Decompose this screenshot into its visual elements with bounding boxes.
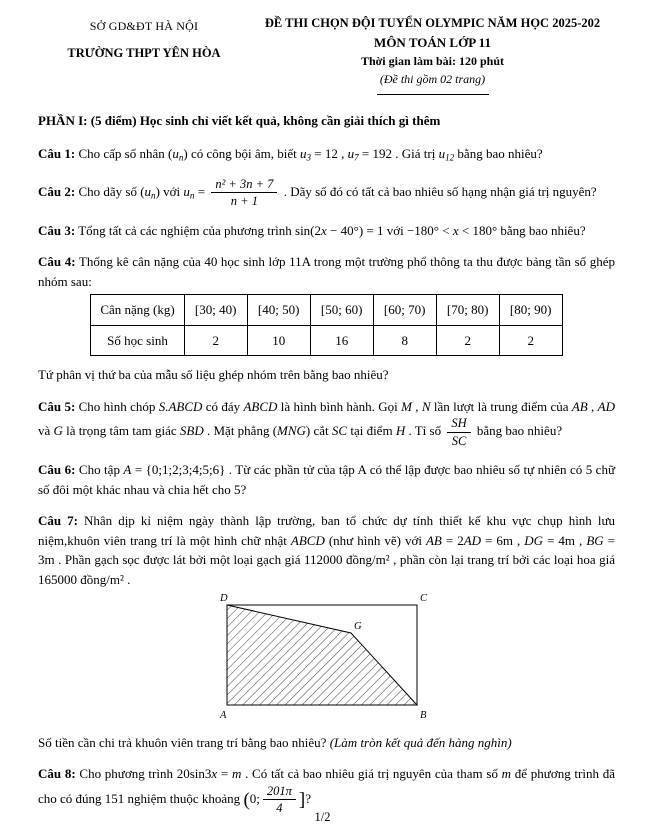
text-segment xyxy=(280,184,596,199)
department-name: SỞ GD&ĐT HÀ NỘI xyxy=(89,19,199,33)
fraction-denominator: n + 1 xyxy=(230,194,258,209)
table-cell: [30; 40) xyxy=(184,295,247,326)
text-run: Số tiền cần chi trả khuôn viên trang trí bằng bao nhiêu? xyxy=(38,734,330,750)
text-run: Cho tập xyxy=(75,462,124,478)
table-row xyxy=(91,325,562,356)
text-run: Câu 1: xyxy=(38,145,76,161)
label-G: G xyxy=(353,621,362,633)
page-number: 1/2 xyxy=(314,810,331,825)
label-A: A xyxy=(219,710,226,722)
question-7-followup xyxy=(38,733,615,753)
fraction-denominator: SC xyxy=(451,433,467,448)
interval-start: 0; xyxy=(249,790,260,806)
text-run: . Mặt phẳng ( xyxy=(203,423,278,439)
text-run: . Từ các phần tử của tập A có thể lập được bao nhiêu số tự nhiên có 5 chữ số đôi một khác nhau và chia hết cho 5? xyxy=(38,462,615,497)
question-4 xyxy=(38,252,615,385)
fraction-denominator: 4 xyxy=(276,800,283,815)
text-run: x xyxy=(321,222,327,238)
text-run: = 3m . Phần gạch sọc được lát bởi một loại gạch giá 112000 đồng/m² , phần còn lại trang trí bởi các loại hoa giá 165000 đồng/m² . xyxy=(38,532,615,587)
label-B: B xyxy=(419,710,426,722)
text-run: lần lượt là trung điểm của xyxy=(430,398,572,414)
text-run: x xyxy=(211,766,218,782)
text-run: Cho phương trình 20sin3 xyxy=(75,766,212,782)
text-run: G xyxy=(53,423,63,439)
table-cell: [80; 90) xyxy=(499,295,562,326)
text-run: = 6m , xyxy=(481,532,525,548)
text-run: AB xyxy=(425,532,442,548)
table-cell: Cân nặng (kg) xyxy=(91,295,184,326)
exam-title: ĐỀ THI CHỌN ĐỘI TUYỂN OLYMPIC NĂM HỌC 2025-202 xyxy=(264,16,601,30)
text-run: AD xyxy=(597,398,615,414)
text-run: A xyxy=(123,462,132,478)
text-run: bằng bao nhiêu? xyxy=(454,145,543,161)
text-segment xyxy=(38,184,208,199)
text-run: ) với xyxy=(155,183,184,199)
text-run: Câu 7: xyxy=(38,513,78,529)
label-C: C xyxy=(419,593,427,605)
text-run: u xyxy=(183,183,190,199)
text-run: (như hình vẽ) với xyxy=(324,532,426,548)
table-cell: 16 xyxy=(310,325,373,356)
text-run: 12 xyxy=(445,152,455,163)
question-7 xyxy=(38,511,615,752)
table-cell: 2 xyxy=(499,325,562,356)
rectangle-figure xyxy=(212,591,442,723)
question-1 xyxy=(38,144,615,165)
fraction-numerator: SH xyxy=(447,416,470,432)
question-3 xyxy=(38,221,615,241)
text-run: , xyxy=(411,398,422,414)
text-run: ) cắt xyxy=(305,423,332,439)
text-run: = {0;1;2;3;4;5;6} xyxy=(131,462,226,478)
text-run: Cho dãy số ( xyxy=(75,183,145,199)
text-run: = xyxy=(194,183,209,199)
text-run: H xyxy=(395,423,406,439)
text-run: MNG xyxy=(277,423,306,439)
text-run: = 12 , xyxy=(311,145,348,161)
fraction xyxy=(211,177,277,209)
question-4-text xyxy=(38,252,615,291)
question-4-followup: Tứ phân vị thứ ba của mẫu số liệu ghép nhóm trên bằng bao nhiêu? xyxy=(38,367,389,383)
table-cell: 8 xyxy=(373,325,436,356)
table-cell: [40; 50) xyxy=(247,295,310,326)
text-run: < 180° bằng bao nhiêu? xyxy=(458,222,586,238)
question-7-text xyxy=(38,511,615,589)
subject-line: MÔN TOÁN LỚP 11 xyxy=(374,34,491,50)
text-run: . Tỉ số xyxy=(405,423,445,439)
text-run: m xyxy=(501,766,512,782)
text-run: Câu 2: xyxy=(38,183,76,199)
text-run: . Dãy số đó có tất cả bao nhiêu số hạng nhận giá trị nguyên? xyxy=(280,183,597,199)
text-run: u xyxy=(299,145,307,161)
text-run: n xyxy=(178,152,184,163)
text-run: , xyxy=(587,398,598,414)
text-run: = 2 xyxy=(441,532,464,548)
text-run: u xyxy=(347,145,355,161)
text-run: AB xyxy=(571,398,588,414)
text-run: Câu 5: xyxy=(38,398,76,414)
text-run: M xyxy=(401,398,412,414)
text-run: BG xyxy=(586,532,604,548)
text-run: u xyxy=(438,145,446,161)
text-run: là trọng tâm tam giác xyxy=(62,423,180,439)
label-D: D xyxy=(219,593,228,605)
header-left-block xyxy=(38,14,250,95)
table-cell: [50; 60) xyxy=(310,295,373,326)
text-run: Câu 4: xyxy=(38,254,76,270)
text-run: và xyxy=(38,423,54,439)
text-segment xyxy=(474,423,562,438)
table-cell: Số học sinh xyxy=(91,325,184,356)
table-cell: 2 xyxy=(436,325,499,356)
table-cell: [60; 70) xyxy=(373,295,436,326)
question-6 xyxy=(38,460,615,499)
header-divider xyxy=(377,94,489,95)
text-run: . Có tất cả bao nhiêu giá trị nguyên của tham số xyxy=(241,766,502,782)
text-run: N xyxy=(421,398,431,414)
text-run: 3 xyxy=(306,152,312,163)
text-run: SC xyxy=(331,423,348,439)
figure-wrapper xyxy=(38,591,615,729)
text-run: u xyxy=(172,145,179,161)
page-header xyxy=(38,14,615,95)
text-run: để phương trình đã cho có đúng 151 nghiệm thuộc khoảng xyxy=(38,766,615,806)
text-run: − 40°) = 1 với −180° < xyxy=(326,222,453,238)
table-cell: 2 xyxy=(184,325,247,356)
question-5 xyxy=(38,397,615,448)
question-2 xyxy=(38,177,615,209)
table-cell: 10 xyxy=(247,325,310,356)
text-segment xyxy=(38,766,615,805)
text-run: là hình bình hành. Gọi xyxy=(277,398,402,414)
text-run: Câu 8: xyxy=(38,766,76,782)
text-run: x xyxy=(452,222,459,238)
text-run: ) có công bội âm, biết xyxy=(183,145,300,161)
text-run: có đáy xyxy=(202,398,244,414)
question-mark: ? xyxy=(305,790,312,806)
school-name: TRƯỜNG THPT YÊN HÒA xyxy=(67,46,221,60)
table-cell: [70; 80) xyxy=(436,295,499,326)
text-run: DG xyxy=(524,532,544,548)
pages-note: (Đề thi gồm 02 trang) xyxy=(379,72,486,87)
text-run: Cho hình chóp xyxy=(75,398,159,414)
text-run: Cho cấp số nhân ( xyxy=(75,145,173,161)
text-run: 7 xyxy=(354,152,359,163)
hatched-region xyxy=(227,605,417,705)
text-run: Câu 3: xyxy=(38,222,76,238)
text-run: Câu 6: xyxy=(38,462,76,478)
part1-heading: PHẦN I: (5 điểm) Học sinh chỉ viết kết quả, không cần giải thích gì thêm xyxy=(38,113,441,129)
text-run: tại điểm xyxy=(347,423,396,439)
text-run: ABCD xyxy=(290,532,325,548)
fraction-numerator: 201π xyxy=(263,784,296,800)
text-run: n xyxy=(151,190,156,201)
text-run: m xyxy=(231,766,242,782)
text-run: Nhân dịp kỉ niệm ngày thành lập trường, ban tổ chức dự tính thiết kế khu vực chụp hình lưu niệm,khuôn viên trang trí là một hình chữ nhật xyxy=(38,513,615,548)
text-run: n xyxy=(189,190,195,201)
frequency-table xyxy=(90,294,562,356)
text-run: u xyxy=(144,183,152,199)
text-run: AD xyxy=(463,532,482,548)
text-run: S.ABCD xyxy=(158,398,203,414)
duration-line: Thời gian làm bài: 120 phút xyxy=(360,54,504,69)
open-bracket: ( xyxy=(243,788,250,810)
text-run: Tổng tất cả các nghiệm của phương trình sin(2 xyxy=(75,222,322,238)
text-run: bằng bao nhiêu? xyxy=(473,423,563,439)
text-run: = 192 . Giá trị xyxy=(358,145,439,161)
fraction xyxy=(447,416,470,448)
text-run: Thống kê cân nặng của 40 học sinh lớp 11A trong một trường phổ thông ta thu được bảng tần số ghép nhóm sau: xyxy=(38,254,615,289)
header-right-block xyxy=(250,14,615,95)
text-run: (Làm tròn kết quả đến hàng nghìn) xyxy=(329,734,512,750)
text-run: ABCD xyxy=(243,398,278,414)
text-run: = 4m , xyxy=(543,532,587,548)
table-row xyxy=(91,295,562,326)
text-run: SBD xyxy=(179,423,204,439)
fraction-numerator: n² + 3n + 7 xyxy=(211,177,277,193)
text-run: = xyxy=(217,766,232,782)
close-bracket: ] xyxy=(298,788,306,810)
